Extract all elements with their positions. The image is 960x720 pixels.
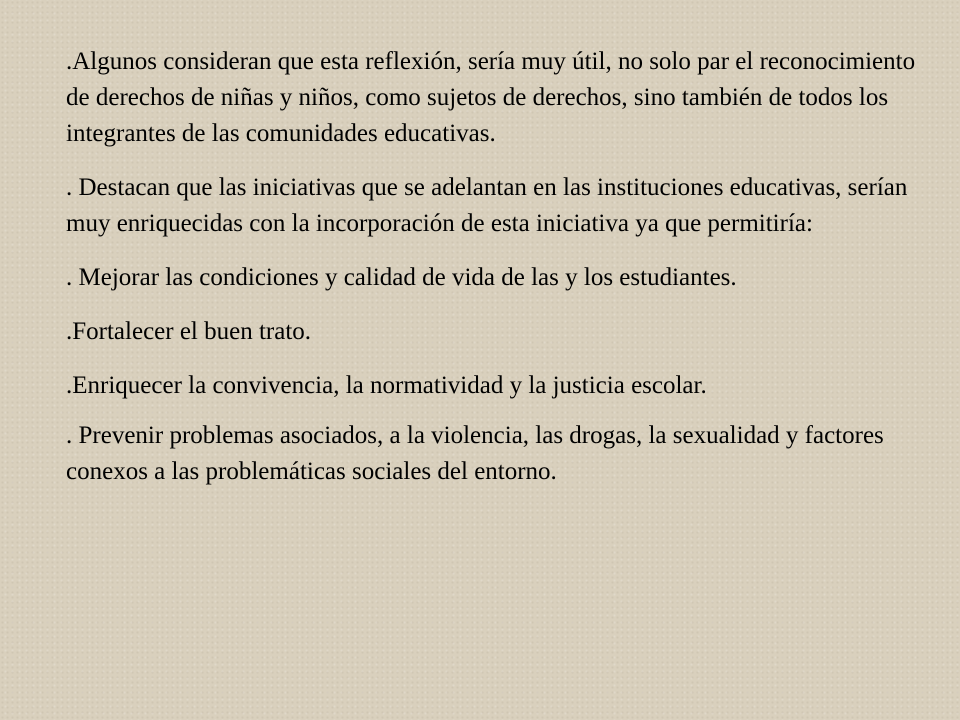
paragraph-coexistence: .Enriquecer la convivencia, la normatividad y la justicia escolar. (66, 372, 707, 399)
paragraph-initiatives: . Destacan que las iniciativas que se adelantan en las instituciones educativas, serían muy enriquecidas con la incorporación de esta iniciativa ya que permitiría: (66, 174, 908, 237)
paragraph-good-treatment: .Fortalecer el buen trato. (66, 318, 312, 345)
paragraph-intro: .Algunos consideran que esta reflexión, sería muy útil, no solo par el reconocimiento de derechos de niñas y niños, como sujetos de derechos, sino también de todos los integrantes de las comunidades educativas. (66, 48, 916, 147)
paragraph-improve-conditions: . Mejorar las condiciones y calidad de vida de las y los estudiantes. (66, 264, 737, 291)
slide-text-box (66, 44, 936, 490)
paragraph-prevent-problems: . Prevenir problemas asociados, a la violencia, las drogas, la sexualidad y factores conexos a las problemáticas sociales del entorno. (66, 422, 884, 485)
